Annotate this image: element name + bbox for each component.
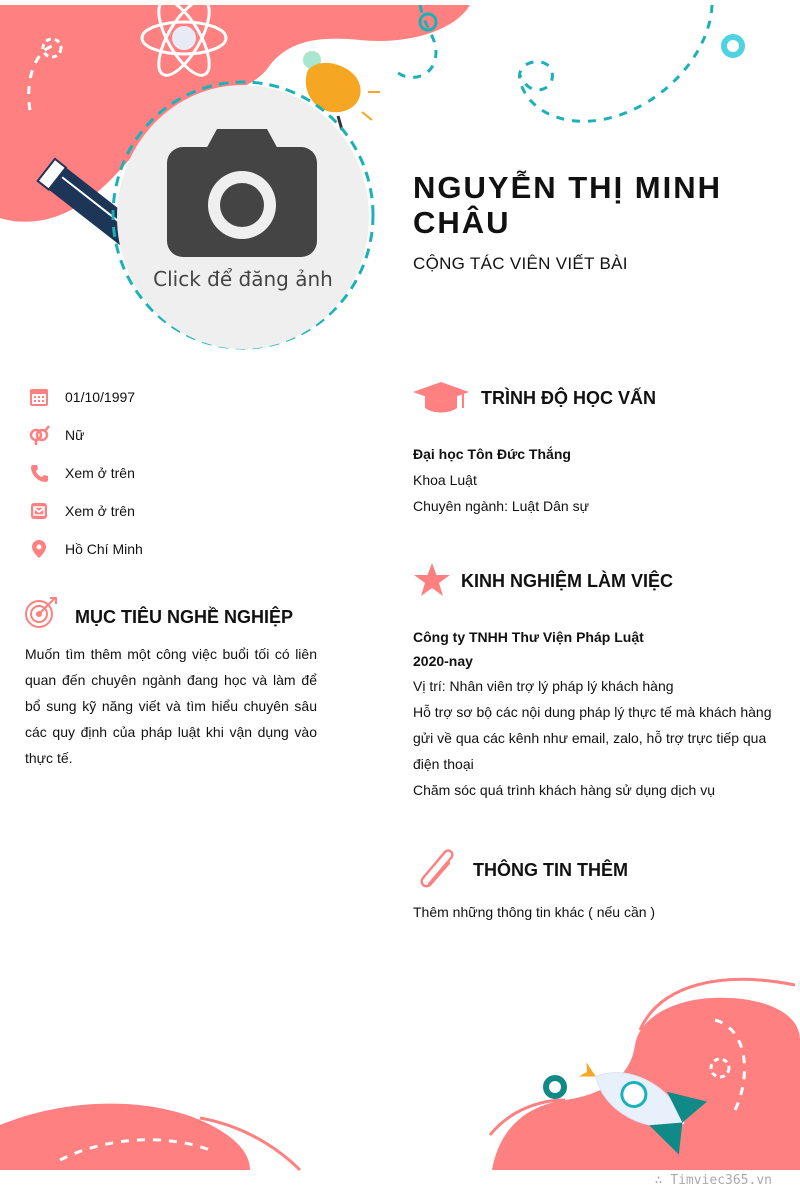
experience-position[interactable]: Vị trí: Nhân viên trợ lý pháp lý khách hàng xyxy=(413,678,674,694)
phone-value[interactable]: Xem ở trên xyxy=(65,465,135,481)
watermark: ∴ Timviec365.vn xyxy=(654,1173,772,1188)
email-icon xyxy=(28,500,50,522)
candidate-name[interactable]: NGUYỄN THỊ MINH CHÂU xyxy=(413,170,722,240)
experience-title: KINH NGHIỆM LÀM VIỆC xyxy=(461,571,674,591)
photo-upload-label: Click để đăng ảnh xyxy=(153,267,333,291)
contact-location xyxy=(28,537,143,561)
email-value[interactable]: Xem ở trên xyxy=(65,503,135,519)
bottom-left-blob xyxy=(0,1104,250,1170)
star-icon xyxy=(413,562,451,598)
education-faculty[interactable]: Khoa Luật xyxy=(413,472,477,488)
paperclip-icon xyxy=(415,848,459,890)
gender-value[interactable]: Nữ xyxy=(65,427,85,443)
contact-birthday xyxy=(28,385,135,409)
contact-phone xyxy=(28,461,135,485)
location-value[interactable]: Hồ Chí Minh xyxy=(65,541,143,557)
experience-period[interactable]: 2020-nay xyxy=(413,653,473,669)
extra-title: THÔNG TIN THÊM xyxy=(473,860,628,880)
education-school[interactable]: Đại học Tôn Đức Thắng xyxy=(413,446,571,462)
avatar-upload[interactable] xyxy=(117,85,369,349)
contact-gender xyxy=(28,423,84,447)
contact-email xyxy=(28,499,135,523)
education-major[interactable]: Chuyên ngành: Luật Dân sự xyxy=(413,498,589,514)
objective-text[interactable]: Muốn tìm thêm một công việc buổi tối có liên quan đến chuyên ngành đang học và làm để bổ sung kỹ năng viết và tìm hiểu chuyên sâu các quy định của pháp luật khi vận dụng vào thực tế. xyxy=(25,646,317,766)
experience-duty-1[interactable]: Hỗ trợ sơ bộ các nội dung pháp lý thực tế mà khách hàng gửi về qua các kênh như email, zalo, hỗ trợ trực tiếp qua điện thoại xyxy=(413,704,772,772)
extra-text[interactable]: Thêm những thông tin khác ( nếu cần ) xyxy=(413,904,656,920)
experience-company[interactable]: Công ty TNHH Thư Viện Pháp Luật xyxy=(413,629,644,645)
graduation-cap-icon xyxy=(413,380,469,414)
experience-duty-2[interactable]: Chăm sóc quá trình khách hàng sử dụng dịch vụ xyxy=(413,782,715,798)
objective-title: MỤC TIÊU NGHỀ NGHIỆP xyxy=(75,607,294,627)
birthday-value[interactable]: 01/10/1997 xyxy=(65,389,136,405)
phone-icon xyxy=(28,462,50,484)
target-icon xyxy=(24,596,58,630)
calendar-icon xyxy=(28,386,50,408)
gender-icon xyxy=(28,424,50,446)
job-title[interactable]: CỘNG TÁC VIÊN VIẾT BÀI xyxy=(413,254,628,273)
camera-icon xyxy=(165,127,319,259)
location-icon xyxy=(28,538,50,560)
education-title: TRÌNH ĐỘ HỌC VẤN xyxy=(481,388,656,408)
